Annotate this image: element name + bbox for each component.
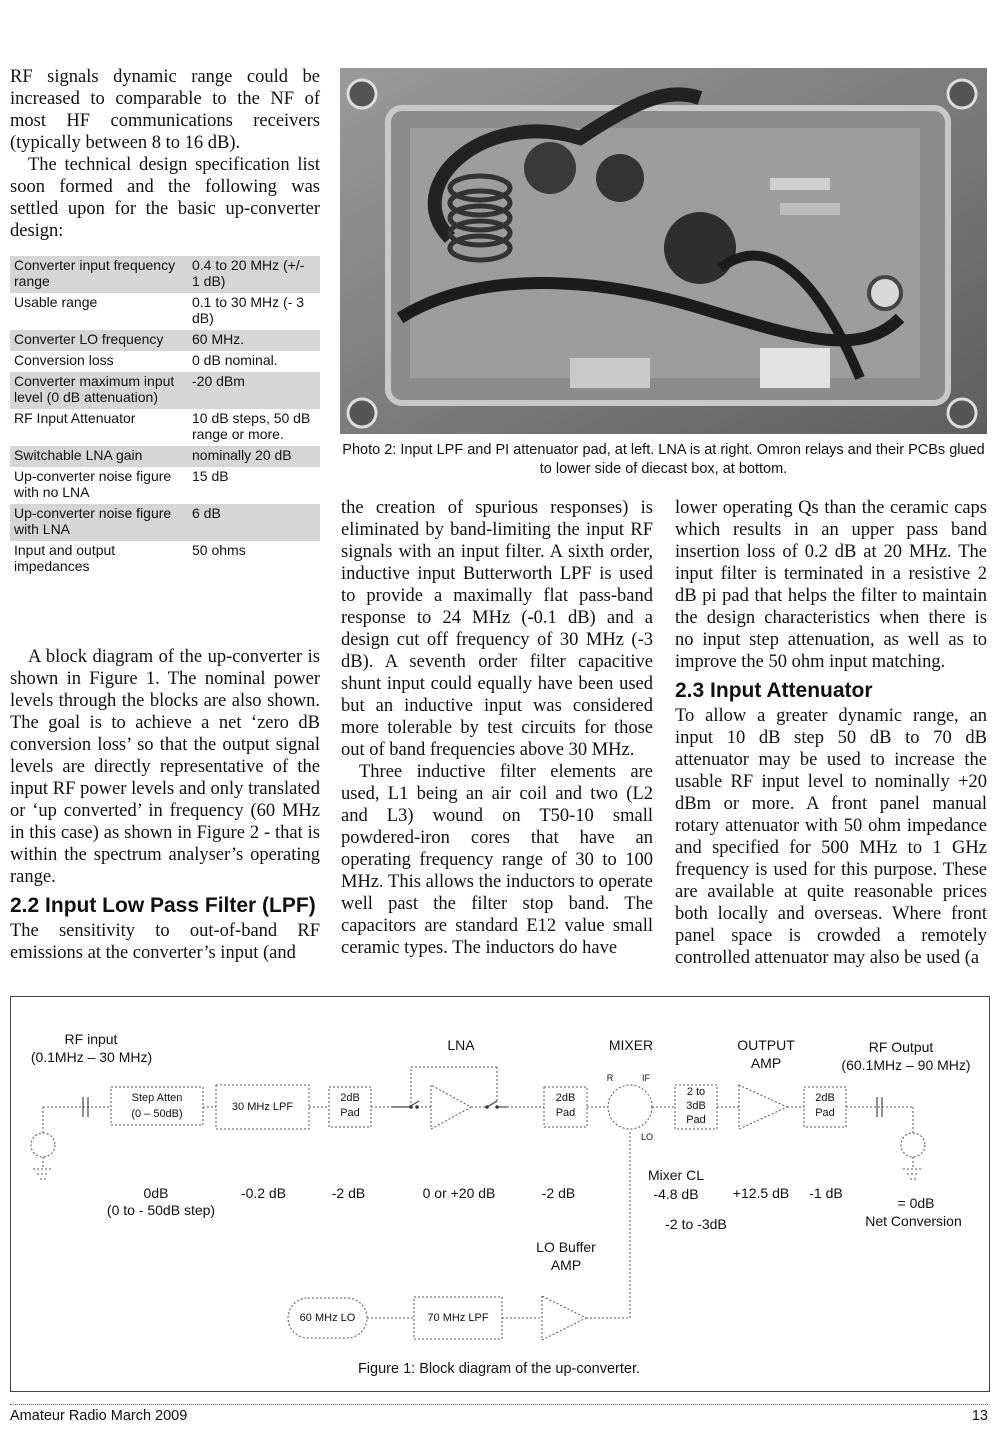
paragraph: The sensitivity to out-of-band RF emissions at the converter’s input (and (10, 921, 320, 963)
block-diagram (10, 996, 990, 1392)
lna-label: LNA (447, 1037, 475, 1053)
spec-value: 15 dB (192, 468, 229, 484)
spec-row (10, 541, 320, 578)
pad-b-label-1: 2dB (555, 1092, 576, 1104)
mixer-label: MIXER (608, 1037, 654, 1053)
spec-row (10, 256, 320, 293)
spec-value: nominally 20 dB (188, 446, 320, 467)
column-1 (10, 66, 320, 242)
spec-value: 0.1 to 30 MHz (- 3 dB) (192, 294, 305, 326)
mixer-port-lo: LO (640, 1132, 653, 1142)
spec-key: Input and output impedances (14, 542, 116, 574)
output-amp-label-1: OUTPUT (737, 1037, 795, 1053)
mixer-port-r: R (606, 1073, 614, 1083)
pad-23-label-1: 2 to (686, 1086, 706, 1098)
spec-key: Up-converter noise figure with no LNA (14, 468, 172, 500)
mixer-port-if: IF (642, 1073, 650, 1083)
spec-table (10, 256, 320, 578)
spec-value: 0.4 to 20 MHz (+/- 1 dB) (188, 256, 320, 293)
spec-value: -20 dBm (188, 372, 320, 409)
paragraph: To allow a greater dynamic range, an input 10 dB step 50 dB to 70 dB attenuator may be used to increase the usable RF input level to nominally +20 dBm or more. A front panel manual rotary attenuator with 50 ohm impedance and specified for 500 MHz to 1 GHz frequency is used for this purpose. These are available at quite reasonable prices both locally and overseas. Where front panel space is crowded a remotely controlled attenuator may also be used (a (675, 706, 987, 968)
page-footer (10, 1404, 988, 1428)
spec-key: Converter maximum input level (0 dB attenuation) (10, 372, 188, 409)
mixer-cl-label: Mixer CL (647, 1167, 704, 1183)
mixer-cl-value: -4.8 dB (653, 1186, 699, 1202)
step-atten-label-2: (0 – 50dB) (131, 1107, 183, 1120)
pad-a-label-1: 2dB (340, 1092, 360, 1104)
paragraph: Three inductive filter elements are used, L1 being an air coil and two (L2 and L3) wound on T50-10 small powdered-iron cores that have an operating frequency range of 30 to 100 MHz. This allows the inductors to operate well past the filter stop band. The capacitors are standard E12 value small ceramic types. The inductors do have (341, 762, 653, 958)
spec-key: Converter LO frequency (10, 330, 188, 351)
spec-value: 6 dB (188, 504, 320, 541)
net-label-1: = 0dB (897, 1195, 935, 1211)
level-step-atten-sub: (0 to - 50dB step) (106, 1202, 216, 1218)
level-output-amp: +12.5 dB (732, 1185, 790, 1201)
level-lpf: -0.2 dB (240, 1185, 287, 1201)
section-heading: 2.2 Input Low Pass Filter (LPF) (10, 894, 316, 917)
rf-input-label: RF input (64, 1031, 118, 1047)
spec-row (10, 409, 320, 446)
section-heading: 2.3 Input Attenuator (675, 679, 873, 702)
level-step-atten: 0dB (143, 1185, 169, 1201)
paragraph: A block diagram of the up-converter is shown in Figure 1. The nominal power levels through the blocks are also shown. The goal is to achieve a net ‘zero dB conversion loss’ so that the output signal levels are directly representative of the input RF power levels and only translated or ‘up converted’ in frequency (60 MHz in this case) as shown in Figure 2 - that is within the spectrum analyser’s operating range. (10, 647, 320, 887)
spec-row (10, 293, 320, 330)
spec-key: Conversion loss (14, 352, 114, 368)
spec-value: 10 dB steps, 50 dB range or more. (192, 410, 311, 442)
spec-value: 0 dB nominal. (192, 352, 278, 368)
pad-c-label-1: 2dB (815, 1092, 835, 1104)
lpf-70-label: 70 MHz LPF (427, 1312, 489, 1324)
paragraph: The technical design specification list soon formed and the following was settled upon for the basic up-converter design: (10, 155, 320, 241)
step-atten-label-1: Step Atten (131, 1091, 183, 1104)
paragraph: RF signals dynamic range could be increased to comparable to the NF of most HF communications receivers (typically between 8 to 16 dB). (10, 67, 320, 153)
footer-publication: Amateur Radio March 2009 (10, 1408, 188, 1424)
level-lna: 0 or +20 dB (422, 1185, 496, 1201)
rf-input-range: (0.1MHz – 30 MHz) (30, 1049, 153, 1065)
pad-a-label-2: Pad (340, 1107, 360, 1119)
spec-key: RF Input Attenuator (14, 410, 136, 426)
spec-row (10, 330, 320, 351)
column-2 (341, 497, 653, 959)
rf-output-label: RF Output (868, 1039, 934, 1055)
net-label-2: Net Conversion (865, 1213, 962, 1229)
figure-caption: Figure 1: Block diagram of the up-converter. (357, 1361, 641, 1377)
spec-row (10, 467, 320, 504)
lo-buffer-label-2: AMP (550, 1257, 582, 1273)
pad-23-label-2: 3dB (686, 1100, 706, 1112)
page-number: 13 (971, 1408, 988, 1424)
lo-buffer-label-1: LO Buffer (536, 1239, 596, 1255)
pad-c-label-2: Pad (815, 1107, 835, 1119)
level-pad-b: -2 dB (541, 1185, 576, 1201)
spec-key: Usable range (14, 294, 98, 310)
spec-value: 50 ohms (192, 542, 246, 558)
photo (340, 68, 987, 434)
spec-row (10, 372, 320, 409)
pad-b-label-2: Pad (555, 1107, 576, 1119)
spec-key: Converter input frequency range (10, 256, 188, 293)
lo-60-label: 60 MHz LO (299, 1312, 356, 1324)
paragraph: lower operating Qs than the ceramic caps which results in an upper pass band insertion loss of 0.2 dB at 20 MHz. The input filter is terminated in a resistive 2 dB pi pad that helps the filter to maintain the design characteristics when there is no input step attenuation, as well as to improve the 50 ohm input matching. (675, 498, 987, 672)
spec-key: Up-converter noise figure with LNA (10, 504, 188, 541)
photo-caption: Photo 2: Input LPF and PI attenuator pad, at left. LNA is at right. Omron relays and their PCBs glued to lower side of diecast box, at bottom. (342, 442, 985, 477)
level-pad-a: -2 dB (331, 1185, 366, 1201)
paragraph: the creation of spurious responses) is eliminated by band-limiting the input RF signals with an input filter. A sixth order, inductive input Butterworth LPF is used to provide a maximally flat pass-band response to 24 MHz (-0.1 dB) and a design cut off frequency of 30 MHz (-3 dB). A seventh order filter capacitive shunt input could equally have been used but an inductive input was considered more tolerable by test circuits for those out of band frequencies above 30 MHz. (341, 498, 653, 760)
output-amp-label-2: AMP (750, 1055, 782, 1071)
spec-key: Switchable LNA gain (10, 446, 188, 467)
column-3 (675, 497, 987, 969)
pad-23-label-3: Pad (686, 1114, 706, 1126)
spec-row (10, 351, 320, 372)
spec-row (10, 446, 320, 467)
spec-value: 60 MHz. (188, 330, 320, 351)
rf-output-range: (60.1MHz – 90 MHz) (841, 1057, 971, 1073)
lpf-30-label: 30 MHz LPF (231, 1101, 294, 1113)
photo-image (340, 68, 987, 434)
level-pad-c: -1 dB (809, 1185, 843, 1201)
column-1-lower (10, 646, 320, 964)
spec-row (10, 504, 320, 541)
level-pad-23: -2 to -3dB (665, 1216, 727, 1232)
